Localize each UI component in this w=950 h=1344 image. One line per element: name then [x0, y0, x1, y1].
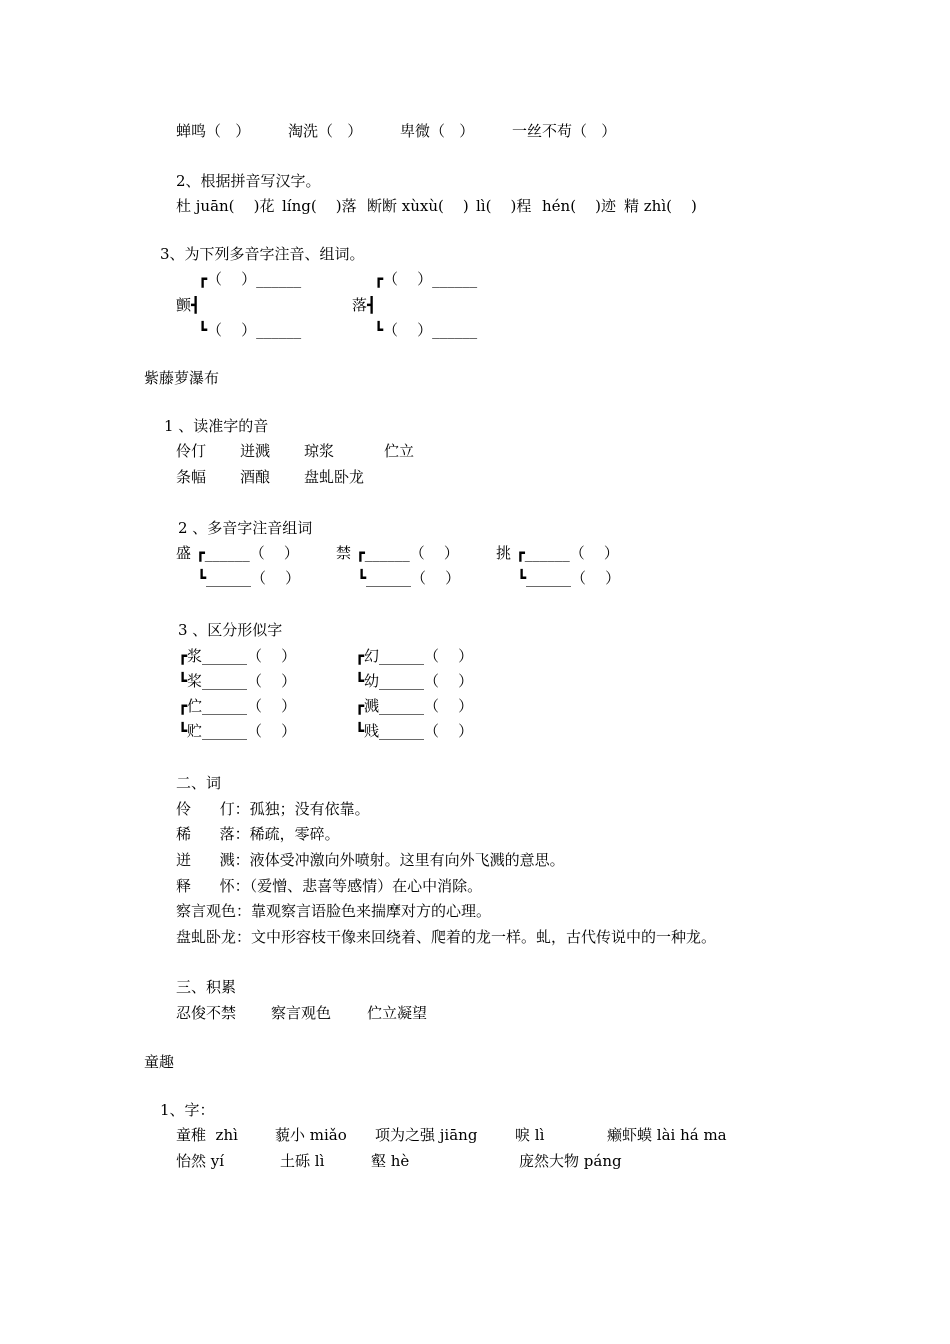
word-definition: 迸 溅：液体受冲激向外喷射。这里有向外飞溅的意思。	[176, 851, 565, 869]
polyphone-bottom: ┗（ ）______	[374, 321, 478, 339]
top-item: 卑微（ ）	[400, 122, 475, 140]
word-definition: 察言观色：靠观察言语脸色来揣摩对方的心理。	[176, 902, 492, 920]
s2-q1-title: 1 、读准字的音	[164, 417, 269, 435]
polyphone-item: ┗______（ ）	[357, 569, 461, 587]
word-item: 条幅	[176, 468, 207, 486]
polyphone-top: ┏（ ）______	[374, 270, 478, 288]
polyphone-item: 禁 ┏______（ ）	[336, 544, 459, 562]
word-definition: 释 怀：（爱憎、悲喜等感情）在心中消除。	[176, 877, 483, 895]
top-item: 一丝不苟（ ）	[512, 122, 617, 140]
section-title: 童趣	[144, 1053, 175, 1071]
polyphone-item: ┗______（ ）	[517, 569, 621, 587]
q3-title: 3、为下列多音字注音、组词。	[160, 245, 365, 263]
word-definition: 伶 仃：孤独；没有依靠。	[176, 800, 370, 818]
char-item: 癞虾蟆 lài há ma	[607, 1126, 727, 1144]
pinyin-item: 断断 xùxù( )	[367, 197, 469, 215]
pinyin-item: líng( )落	[282, 197, 357, 215]
char-item: 童稚 zhì	[176, 1126, 238, 1144]
pinyin-item: 杜 juān( )花	[176, 197, 275, 215]
similar-char-item: ┏浆______（ ）	[178, 647, 297, 665]
similar-char-item: ┏幻______（ ）	[355, 647, 474, 665]
polyphone-bottom: ┗（ ）______	[198, 321, 302, 339]
accum-item: 忍俊不禁	[176, 1004, 237, 1022]
polyphone-item: ┗______（ ）	[197, 569, 301, 587]
accum-item: 察言观色	[271, 1004, 332, 1022]
word-definition: 盘虬卧龙：文中形容枝干像来回绕着、爬着的龙一样。虬，古代传说中的一种龙。	[176, 928, 717, 946]
word-item: 伶仃	[176, 442, 207, 460]
pinyin-item: 精 zhì( )	[624, 197, 697, 215]
char-item: 壑 hè	[371, 1152, 410, 1170]
pinyin-item: lì( )程	[476, 197, 532, 215]
words-title: 二、词	[176, 774, 222, 792]
char-item: 唳 lì	[515, 1126, 545, 1144]
accum-title: 三、积累	[176, 978, 237, 996]
word-item: 盘虬卧龙	[304, 468, 365, 486]
s3-q1-title: 1、字：	[160, 1101, 215, 1119]
word-item: 琼浆	[304, 442, 335, 460]
char-item: 项为之强 jiāng	[375, 1126, 478, 1144]
polyphone-char: 落┫	[352, 296, 377, 314]
similar-char-item: ┏溅______（ ）	[355, 697, 474, 715]
similar-char-item: ┗贱______（ ）	[355, 722, 474, 740]
top-item: 蝉鸣（ ）	[176, 122, 251, 140]
top-item: 淘洗（ ）	[288, 122, 363, 140]
polyphone-item: 盛 ┏______（ ）	[176, 544, 299, 562]
word-item: 酒酿	[240, 468, 271, 486]
word-item: 伫立	[384, 442, 415, 460]
s2-q3-title: 3 、区分形似字	[178, 621, 283, 639]
polyphone-item: 挑 ┏______（ ）	[496, 544, 619, 562]
polyphone-char: 颤┫	[176, 296, 201, 314]
char-item: 藐小 miǎo	[275, 1126, 347, 1144]
similar-char-item: ┗桨______（ ）	[178, 672, 297, 690]
s2-q2-title: 2 、多音字注音组词	[178, 519, 313, 537]
pinyin-item: hén( )迹	[542, 197, 616, 215]
similar-char-item: ┗幼______（ ）	[355, 672, 474, 690]
polyphone-top: ┏（ ）______	[198, 270, 302, 288]
accum-item: 伫立凝望	[367, 1004, 428, 1022]
q2-title: 2、根据拼音写汉字。	[176, 172, 321, 190]
char-item: 庞然大物 páng	[519, 1152, 622, 1170]
section-title: 紫藤萝瀑布	[144, 369, 220, 387]
char-item: 怡然 yí	[176, 1152, 225, 1170]
similar-char-item: ┏伫______（ ）	[178, 697, 297, 715]
char-item: 土砾 lì	[280, 1152, 325, 1170]
word-item: 迸溅	[240, 442, 271, 460]
similar-char-item: ┗贮______（ ）	[178, 722, 297, 740]
word-definition: 稀 落：稀疏，零碎。	[176, 825, 340, 843]
